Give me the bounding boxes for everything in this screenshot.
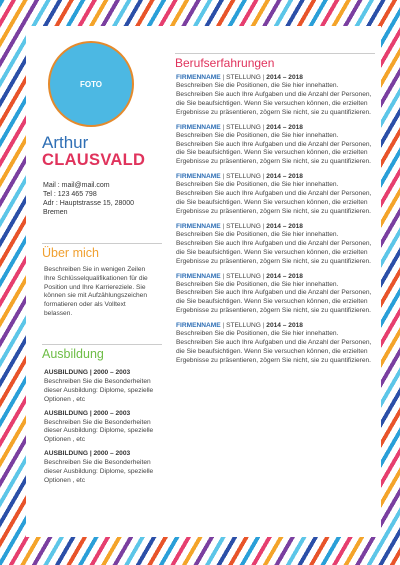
- experience-text: Beschreiben Sie die Positionen, die Sie hier innehatten. Beschreiben Sie auch Ihre Aufgaben und die Anzahl der Personen, die Sie beaufsichtigen. Wenn Sie versuchen können, die erzielten Ergebnisse zu präsentieren, zögern Sie nicht, sie zu quantifizieren.: [176, 181, 372, 215]
- contact-mail: Mail : mail@mail.com: [43, 182, 110, 189]
- experience-title: Berufserfahrungen: [175, 53, 375, 70]
- experience-years: 2014 – 2018: [266, 123, 303, 131]
- experience-years: 2014 – 2018: [266, 272, 303, 280]
- education-years: 2000 – 2003: [93, 409, 131, 417]
- experience-separator: |: [220, 123, 227, 131]
- experience-item: [176, 272, 376, 317]
- education-label: AUSBILDUNG: [44, 409, 88, 417]
- experience-separator: |: [260, 322, 267, 330]
- experience-company: FIRMENNAME: [176, 123, 221, 131]
- experience-head: [176, 73, 376, 82]
- experience-item: [176, 73, 376, 118]
- experience-role: STELLUNG: [226, 74, 261, 81]
- education-head: [44, 369, 162, 378]
- experience-text: Beschreiben Sie die Positionen, die Sie hier innehatten. Beschreiben Sie auch Ihre Aufgaben und die Anzahl der Personen, die Sie beaufsichtigen. Wenn Sie versuchen können, die erzielten Ergebnisse zu präsentieren, zögern Sie nicht, sie zu quantifizieren.: [176, 82, 372, 116]
- education-separator: |: [89, 409, 92, 417]
- education-years: 2000 – 2003: [93, 450, 131, 458]
- experience-company: FIRMENNAME: [176, 74, 221, 81]
- photo-placeholder: [48, 41, 134, 127]
- education-list: [44, 369, 162, 491]
- education-separator: |: [89, 450, 92, 458]
- photo-label: FOTO: [79, 79, 103, 89]
- education-item: [44, 410, 162, 446]
- experience-separator: |: [220, 322, 227, 330]
- experience-company: FIRMENNAME: [176, 322, 221, 330]
- experience-item: [176, 222, 376, 267]
- experience-role: STELLUNG: [226, 322, 261, 330]
- education-head: [44, 450, 162, 459]
- experience-head: [176, 123, 376, 132]
- experience-text: Beschreiben Sie die Positionen, die Sie hier innehatten. Beschreiben Sie auch Ihre Aufgaben und die Anzahl der Personen, die Sie beaufsichtigen. Wenn Sie versuchen können, die erzielten Ergebnisse zu präsentieren, zögern Sie nicht, sie zu quantifizieren.: [176, 280, 372, 315]
- experience-separator: |: [260, 74, 267, 81]
- experience-item: [176, 123, 376, 168]
- experience-company: FIRMENNAME: [176, 173, 221, 181]
- experience-head: [176, 222, 376, 231]
- experience-company: FIRMENNAME: [176, 272, 221, 280]
- experience-separator: |: [260, 272, 267, 280]
- contact-city: Bremen: [43, 209, 68, 216]
- education-separator: |: [89, 369, 92, 376]
- experience-role: STELLUNG: [226, 173, 261, 181]
- experience-head: [176, 172, 376, 181]
- experience-separator: |: [220, 74, 227, 81]
- education-label: AUSBILDUNG: [44, 369, 88, 376]
- resume-page: [26, 26, 381, 537]
- experience-head: [176, 272, 376, 281]
- experience-years: 2014 – 2018: [266, 322, 303, 330]
- experience-item: [176, 172, 376, 217]
- first-name: Arthur: [42, 133, 89, 152]
- education-text: Beschreiben Sie die Besonderheiten dieser Ausbildung: Diplome, spezielle Optionen , etc: [44, 377, 154, 403]
- experience-item: [176, 321, 376, 366]
- experience-role: STELLUNG: [226, 272, 261, 280]
- education-item: [44, 369, 162, 405]
- experience-years: 2014 – 2018: [266, 222, 303, 230]
- experience-list: [176, 73, 376, 371]
- experience-role: STELLUNG: [226, 222, 261, 230]
- experience-text: Beschreiben Sie die Positionen, die Sie hier innehatten. Beschreiben Sie auch Ihre Aufgaben und die Anzahl der Personen, die Sie beaufsichtigen. Wenn Sie versuchen können, die erzielten Ergebnisse zu präsentieren, zögern Sie nicht, sie zu quantifizieren.: [176, 230, 372, 265]
- experience-separator: |: [260, 222, 267, 230]
- experience-company: FIRMENNAME: [176, 222, 221, 230]
- experience-text: Beschreiben Sie die Positionen, die Sie hier innehatten. Beschreiben Sie auch Ihre Aufgaben und die Anzahl der Personen, die Sie beaufsichtigen. Wenn Sie versuchen können, die erzielten Ergebnisse zu präsentieren, zögern Sie nicht, sie zu quantifizieren.: [176, 131, 372, 166]
- experience-separator: |: [220, 272, 227, 280]
- about-title: Über mich: [42, 243, 162, 263]
- education-years: 2000 – 2003: [93, 369, 131, 376]
- education-text: Beschreiben Sie die Besonderheiten dieser Ausbildung: Diplome, spezielle Optionen , etc: [44, 418, 154, 444]
- last-name: CLAUSVALD: [42, 151, 146, 169]
- contact-phone: Tel : 123 465 798: [43, 191, 97, 198]
- contact-address: Adr : Hauptstrasse 15, 28000: [43, 200, 135, 207]
- experience-separator: |: [220, 222, 227, 230]
- experience-separator: |: [260, 173, 267, 181]
- education-item: [44, 450, 162, 486]
- education-title: Ausbildung: [42, 344, 162, 361]
- experience-separator: |: [260, 123, 267, 131]
- about-text: Beschreiben Sie in wenigen Zeilen Ihre Schlüsselqualifikationen für die Position und Ihre Karriereziele. Sie können sie mit Aufzählungszeichen formatieren oder als Volltext belassen.: [44, 266, 148, 317]
- experience-text: Beschreiben Sie die Positionen, die Sie hier innehatten. Beschreiben Sie auch Ihre Aufgaben und die Anzahl der Personen, die Sie beaufsichtigen. Wenn Sie versuchen können, die erzielten Ergebnisse zu präsentieren, zögern Sie nicht, sie zu quantifizieren.: [176, 330, 372, 364]
- experience-separator: |: [220, 173, 227, 181]
- education-label: AUSBILDUNG: [44, 450, 88, 458]
- experience-head: [176, 321, 376, 330]
- experience-role: STELLUNG: [226, 123, 261, 131]
- education-text: Beschreiben Sie die Besonderheiten dieser Ausbildung: Diplome, spezielle Optionen , etc: [44, 459, 154, 484]
- education-head: [44, 410, 162, 419]
- experience-years: 2014 – 2018: [266, 173, 303, 181]
- contact-block: [43, 181, 134, 217]
- experience-years: 2014 – 2018: [266, 74, 303, 81]
